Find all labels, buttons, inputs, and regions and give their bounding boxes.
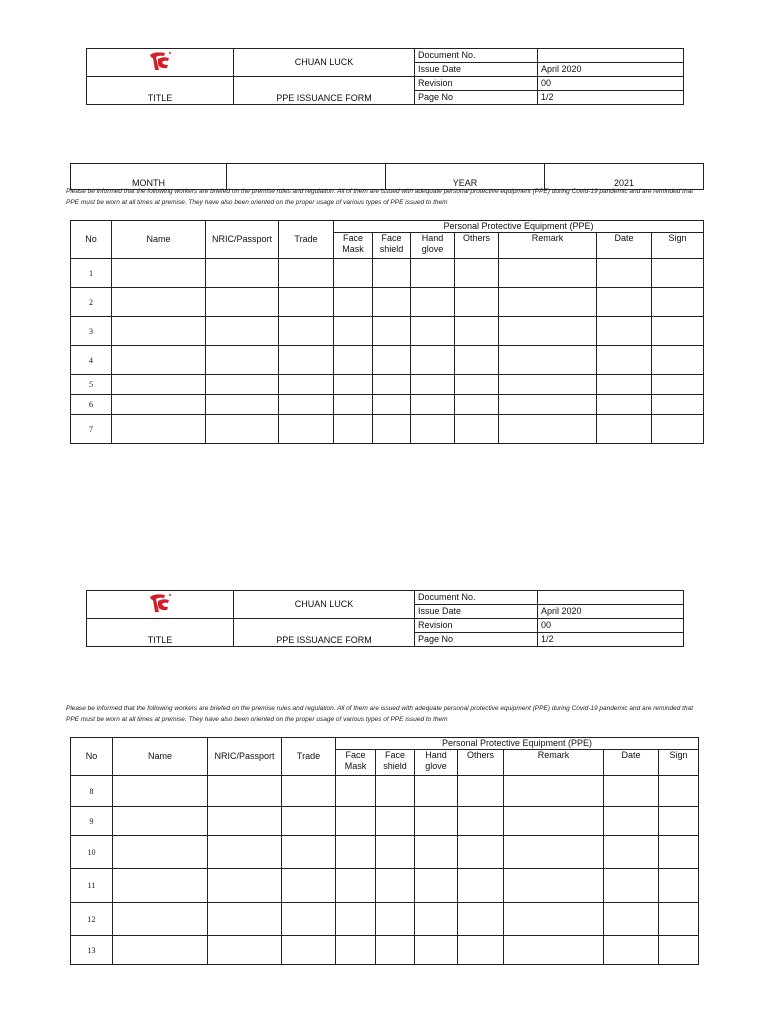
name-cell[interactable]	[113, 903, 208, 936]
others-cell[interactable]	[455, 415, 499, 444]
trade-cell[interactable]	[279, 395, 334, 415]
remark-cell[interactable]	[504, 776, 604, 807]
ppe-group-header: Personal Protective Equipment (PPE)	[334, 221, 704, 233]
row-number: 10	[71, 836, 113, 869]
sign-cell[interactable]	[652, 317, 704, 346]
trade-cell[interactable]	[279, 375, 334, 395]
title-label: TITLE	[87, 77, 234, 105]
others-cell[interactable]	[455, 375, 499, 395]
date-cell[interactable]	[597, 395, 652, 415]
row-number: 5	[71, 375, 112, 395]
col-date: Date	[604, 750, 659, 776]
trade-cell[interactable]	[282, 807, 336, 836]
remark-cell[interactable]	[504, 807, 604, 836]
remark-cell[interactable]	[499, 317, 597, 346]
table-row	[71, 807, 699, 836]
remark-cell[interactable]	[499, 375, 597, 395]
face-shield-cell[interactable]	[373, 346, 411, 375]
trade-cell[interactable]	[279, 288, 334, 317]
face-mask-cell[interactable]	[336, 936, 376, 965]
nric-cell[interactable]	[206, 415, 279, 444]
sign-cell[interactable]	[659, 903, 699, 936]
face-shield-cell[interactable]	[376, 936, 415, 965]
field-value: April 2020	[538, 63, 684, 77]
face-mask-cell[interactable]	[334, 346, 373, 375]
table-row	[71, 259, 704, 288]
nric-cell[interactable]	[208, 836, 282, 869]
face-shield-cell[interactable]	[373, 415, 411, 444]
col-others: Others	[455, 233, 499, 259]
face-mask-cell[interactable]	[334, 288, 373, 317]
title-label: TITLE	[87, 619, 234, 647]
nric-cell[interactable]	[206, 288, 279, 317]
others-cell[interactable]	[458, 836, 504, 869]
table-row	[71, 317, 704, 346]
hand-glove-cell[interactable]	[411, 415, 455, 444]
sign-cell[interactable]	[659, 936, 699, 965]
trade-cell[interactable]	[282, 836, 336, 869]
notice-text: Please be informed that the following workers are briefed on the premise rules and regulation. All of them are issued with adequate personal protective equipment (PPE) during Covid-19 pandemic and are reminded that PPE must be worn at all times at premise. They have also been oriented on the proper usage of various types of PPE issued to them	[66, 705, 694, 723]
col-face-shield: Face shield	[376, 750, 415, 776]
name-cell[interactable]	[113, 936, 208, 965]
company-logo-icon	[147, 50, 173, 72]
header-table-1	[86, 48, 684, 105]
sign-cell[interactable]	[659, 776, 699, 807]
others-cell[interactable]	[455, 346, 499, 375]
sign-cell[interactable]	[652, 415, 704, 444]
trade-cell[interactable]	[279, 259, 334, 288]
trade-cell[interactable]	[282, 903, 336, 936]
col-name: Name	[112, 221, 206, 259]
date-cell[interactable]	[604, 836, 659, 869]
row-number: 3	[71, 317, 112, 346]
hand-glove-cell[interactable]	[415, 836, 458, 869]
face-mask-cell[interactable]	[336, 776, 376, 807]
year-label: YEAR	[386, 164, 545, 190]
header-table-2	[86, 590, 684, 647]
date-cell[interactable]	[604, 936, 659, 965]
field-label: Revision	[415, 77, 538, 91]
col-face-shield: Face shield	[373, 233, 411, 259]
row-number: 8	[71, 776, 113, 807]
sign-cell[interactable]	[652, 375, 704, 395]
date-cell[interactable]	[604, 776, 659, 807]
sign-cell[interactable]	[659, 807, 699, 836]
nric-cell[interactable]	[208, 776, 282, 807]
date-cell[interactable]	[597, 415, 652, 444]
nric-cell[interactable]	[208, 903, 282, 936]
hand-glove-cell[interactable]	[411, 259, 455, 288]
field-value: 1/2	[538, 633, 684, 647]
col-face-mask: Face Mask	[336, 750, 376, 776]
field-value: 1/2	[538, 91, 684, 105]
col-sign: Sign	[652, 233, 704, 259]
row-number: 12	[71, 903, 113, 936]
col-no: No	[71, 221, 112, 259]
row-number: 4	[71, 346, 112, 375]
field-value	[538, 49, 684, 63]
face-shield-cell[interactable]	[376, 869, 415, 903]
table-row	[71, 395, 704, 415]
row-number: 2	[71, 288, 112, 317]
company-logo-icon	[147, 592, 173, 614]
nric-cell[interactable]	[206, 375, 279, 395]
name-cell[interactable]	[112, 375, 206, 395]
row-number: 9	[71, 807, 113, 836]
sign-cell[interactable]	[652, 395, 704, 415]
col-hand-glove: Hand glove	[411, 233, 455, 259]
name-cell[interactable]	[112, 395, 206, 415]
others-cell[interactable]	[458, 776, 504, 807]
col-remark: Remark	[499, 233, 597, 259]
table-row	[71, 415, 704, 444]
ppe-table-2	[70, 737, 699, 965]
col-remark: Remark	[504, 750, 604, 776]
logo-cell	[87, 49, 234, 77]
face-mask-cell[interactable]	[334, 317, 373, 346]
others-cell[interactable]	[458, 807, 504, 836]
sign-cell[interactable]	[659, 869, 699, 903]
table-row	[71, 375, 704, 395]
row-number: 6	[71, 395, 112, 415]
name-cell[interactable]	[112, 288, 206, 317]
trade-cell[interactable]	[282, 936, 336, 965]
hand-glove-cell[interactable]	[415, 807, 458, 836]
field-value: April 2020	[538, 605, 684, 619]
form-title: PPE ISSUANCE FORM	[234, 77, 415, 105]
face-mask-cell[interactable]	[336, 807, 376, 836]
trade-cell[interactable]	[279, 346, 334, 375]
table-row	[71, 869, 699, 903]
others-cell[interactable]	[458, 936, 504, 965]
remark-cell[interactable]	[504, 936, 604, 965]
name-cell[interactable]	[113, 869, 208, 903]
nric-cell[interactable]	[208, 869, 282, 903]
hand-glove-cell[interactable]	[415, 869, 458, 903]
col-others: Others	[458, 750, 504, 776]
field-value: 00	[538, 619, 684, 633]
face-mask-cell[interactable]	[334, 259, 373, 288]
face-shield-cell[interactable]	[376, 776, 415, 807]
face-shield-cell[interactable]	[373, 259, 411, 288]
others-cell[interactable]	[458, 903, 504, 936]
name-cell[interactable]	[112, 317, 206, 346]
date-cell[interactable]	[597, 375, 652, 395]
remark-cell[interactable]	[504, 836, 604, 869]
remark-cell[interactable]	[499, 346, 597, 375]
row-number: 1	[71, 259, 112, 288]
trade-cell[interactable]	[282, 869, 336, 903]
remark-cell[interactable]	[499, 259, 597, 288]
hand-glove-cell[interactable]	[411, 288, 455, 317]
name-cell[interactable]	[113, 776, 208, 807]
face-mask-cell[interactable]	[334, 375, 373, 395]
hand-glove-cell[interactable]	[411, 317, 455, 346]
face-shield-cell[interactable]	[373, 288, 411, 317]
others-cell[interactable]	[455, 395, 499, 415]
hand-glove-cell[interactable]	[411, 346, 455, 375]
field-label: Page No	[415, 91, 538, 105]
date-cell[interactable]	[604, 903, 659, 936]
col-hand-glove: Hand glove	[415, 750, 458, 776]
field-label: Document No.	[415, 49, 538, 63]
sign-cell[interactable]	[659, 836, 699, 869]
hand-glove-cell[interactable]	[415, 936, 458, 965]
row-number: 13	[71, 936, 113, 965]
trade-cell[interactable]	[279, 415, 334, 444]
remark-cell[interactable]	[504, 903, 604, 936]
face-mask-cell[interactable]	[334, 415, 373, 444]
trade-cell[interactable]	[282, 776, 336, 807]
face-shield-cell[interactable]	[373, 317, 411, 346]
col-sign: Sign	[659, 750, 699, 776]
form-title: PPE ISSUANCE FORM	[234, 619, 415, 647]
table-row	[71, 903, 699, 936]
nric-cell[interactable]	[208, 936, 282, 965]
others-cell[interactable]	[455, 288, 499, 317]
date-cell[interactable]	[597, 259, 652, 288]
ppe-group-header: Personal Protective Equipment (PPE)	[336, 738, 699, 750]
company-name: CHUAN LUCK	[234, 591, 415, 619]
date-cell[interactable]	[597, 346, 652, 375]
nric-cell[interactable]	[206, 395, 279, 415]
face-shield-cell[interactable]	[376, 836, 415, 869]
name-cell[interactable]	[112, 415, 206, 444]
hand-glove-cell[interactable]	[411, 395, 455, 415]
table-row	[71, 346, 704, 375]
face-mask-cell[interactable]	[336, 869, 376, 903]
row-number: 7	[71, 415, 112, 444]
table-row	[71, 936, 699, 965]
col-name: Name	[113, 738, 208, 776]
face-shield-cell[interactable]	[376, 903, 415, 936]
others-cell[interactable]	[455, 317, 499, 346]
nric-cell[interactable]	[206, 346, 279, 375]
others-cell[interactable]	[455, 259, 499, 288]
col-nric: NRIC/Passport	[206, 221, 279, 259]
table-row	[71, 776, 699, 807]
hand-glove-cell[interactable]	[415, 903, 458, 936]
col-face-mask: Face Mask	[334, 233, 373, 259]
remark-cell[interactable]	[504, 869, 604, 903]
hand-glove-cell[interactable]	[411, 375, 455, 395]
face-shield-cell[interactable]	[373, 395, 411, 415]
nric-cell[interactable]	[206, 259, 279, 288]
nric-cell[interactable]	[208, 807, 282, 836]
name-cell[interactable]	[113, 807, 208, 836]
logo-cell	[87, 591, 234, 619]
col-no: No	[71, 738, 113, 776]
face-mask-cell[interactable]	[336, 836, 376, 869]
col-date: Date	[597, 233, 652, 259]
name-cell[interactable]	[112, 259, 206, 288]
remark-cell[interactable]	[499, 395, 597, 415]
name-cell[interactable]	[112, 346, 206, 375]
field-label: Document No.	[415, 591, 538, 605]
col-trade: Trade	[279, 221, 334, 259]
date-cell[interactable]	[604, 869, 659, 903]
date-cell[interactable]	[604, 807, 659, 836]
field-value	[538, 591, 684, 605]
month-label: MONTH	[71, 164, 227, 190]
field-label: Issue Date	[415, 63, 538, 77]
face-mask-cell[interactable]	[336, 903, 376, 936]
company-name: CHUAN LUCK	[234, 49, 415, 77]
sign-cell[interactable]	[652, 259, 704, 288]
nric-cell[interactable]	[206, 317, 279, 346]
table-row	[71, 836, 699, 869]
hand-glove-cell[interactable]	[415, 776, 458, 807]
notice-text: Please be informed that the following workers are briefed on the premise rules and regulation. All of them are issued with adequate personal protective equipment (PPE) during Covid-19 pandemic and are reminded that PPE must be worn at all times at premise. They have also been oriented on the proper usage of various types of PPE issued to them	[66, 188, 694, 206]
col-trade: Trade	[282, 738, 336, 776]
field-label: Revision	[415, 619, 538, 633]
date-cell[interactable]	[597, 317, 652, 346]
sign-cell[interactable]	[652, 288, 704, 317]
table-row	[71, 288, 704, 317]
col-nric: NRIC/Passport	[208, 738, 282, 776]
trade-cell[interactable]	[279, 317, 334, 346]
field-value: 00	[538, 77, 684, 91]
date-cell[interactable]	[597, 288, 652, 317]
face-mask-cell[interactable]	[334, 395, 373, 415]
sign-cell[interactable]	[652, 346, 704, 375]
row-number: 11	[71, 869, 113, 903]
ppe-table-1	[70, 220, 704, 444]
remark-cell[interactable]	[499, 415, 597, 444]
face-shield-cell[interactable]	[373, 375, 411, 395]
face-shield-cell[interactable]	[376, 807, 415, 836]
year-value[interactable]: 2021	[545, 164, 704, 190]
remark-cell[interactable]	[499, 288, 597, 317]
others-cell[interactable]	[458, 869, 504, 903]
name-cell[interactable]	[113, 836, 208, 869]
field-label: Issue Date	[415, 605, 538, 619]
field-label: Page No	[415, 633, 538, 647]
